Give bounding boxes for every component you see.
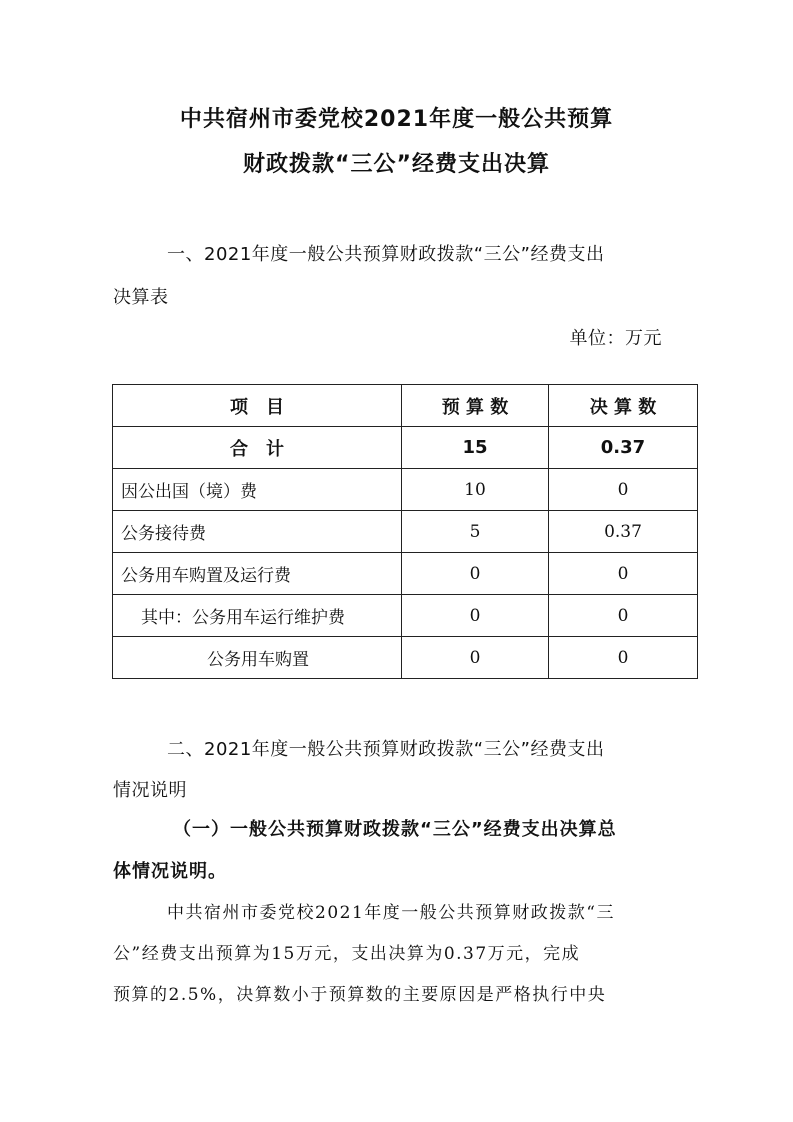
unit-label: 单位：万元	[569, 328, 662, 349]
row-final: 0.37	[549, 511, 698, 553]
row-budget: 10	[402, 469, 549, 511]
row-budget: 0	[402, 553, 549, 595]
subsection-heading-line-2: 体情况说明。	[113, 861, 227, 882]
header-budget: 预 算 数	[402, 385, 549, 427]
total-budget: 15	[402, 427, 549, 469]
row-final: 0	[549, 637, 698, 679]
table-row	[113, 553, 698, 595]
table-total-row	[113, 427, 698, 469]
row-label: 公务用车购置及运行费	[113, 553, 402, 595]
table-header-row	[113, 385, 698, 427]
body-paragraph-line-2: 公”经费支出预算为15万元，支出决算为0.37万元，完成	[113, 944, 581, 964]
document-title-line-2: 财政拨款“三公”经费支出决算	[243, 152, 550, 177]
row-label: 公务用车购置	[113, 637, 402, 679]
row-label: 因公出国（境）费	[113, 469, 402, 511]
section-1-heading-line-1: 一、2021年度一般公共预算财政拨款“三公”经费支出	[167, 244, 605, 265]
table-row	[113, 637, 698, 679]
total-final: 0.37	[549, 427, 698, 469]
section-2-heading-line-2: 情况说明	[113, 780, 187, 801]
subsection-heading-line-1: （一）一般公共预算财政拨款“三公”经费支出决算总	[173, 819, 617, 840]
section-1-heading-line-2: 决算表	[113, 287, 169, 308]
row-final: 0	[549, 469, 698, 511]
row-budget: 0	[402, 637, 549, 679]
table-row	[113, 469, 698, 511]
row-label: 公务接待费	[113, 511, 402, 553]
row-budget: 0	[402, 595, 549, 637]
header-final: 决 算 数	[549, 385, 698, 427]
table-row	[113, 511, 698, 553]
total-label: 合 计	[113, 427, 402, 469]
row-budget: 5	[402, 511, 549, 553]
document-title-line-1: 中共宿州市委党校2021年度一般公共预算	[179, 107, 614, 132]
header-item: 项 目	[113, 385, 402, 427]
row-label: 其中：公务用车运行维护费	[113, 595, 402, 637]
table-row	[113, 595, 698, 637]
row-final: 0	[549, 595, 698, 637]
body-paragraph-line-3: 预算的2.5%，决算数小于预算数的主要原因是严格执行中央	[113, 985, 607, 1005]
row-final: 0	[549, 553, 698, 595]
section-2-heading-line-1: 二、2021年度一般公共预算财政拨款“三公”经费支出	[167, 739, 605, 760]
body-paragraph-line-1: 中共宿州市委党校2021年度一般公共预算财政拨款“三	[167, 903, 615, 923]
three-public-expenses-table	[112, 384, 698, 679]
